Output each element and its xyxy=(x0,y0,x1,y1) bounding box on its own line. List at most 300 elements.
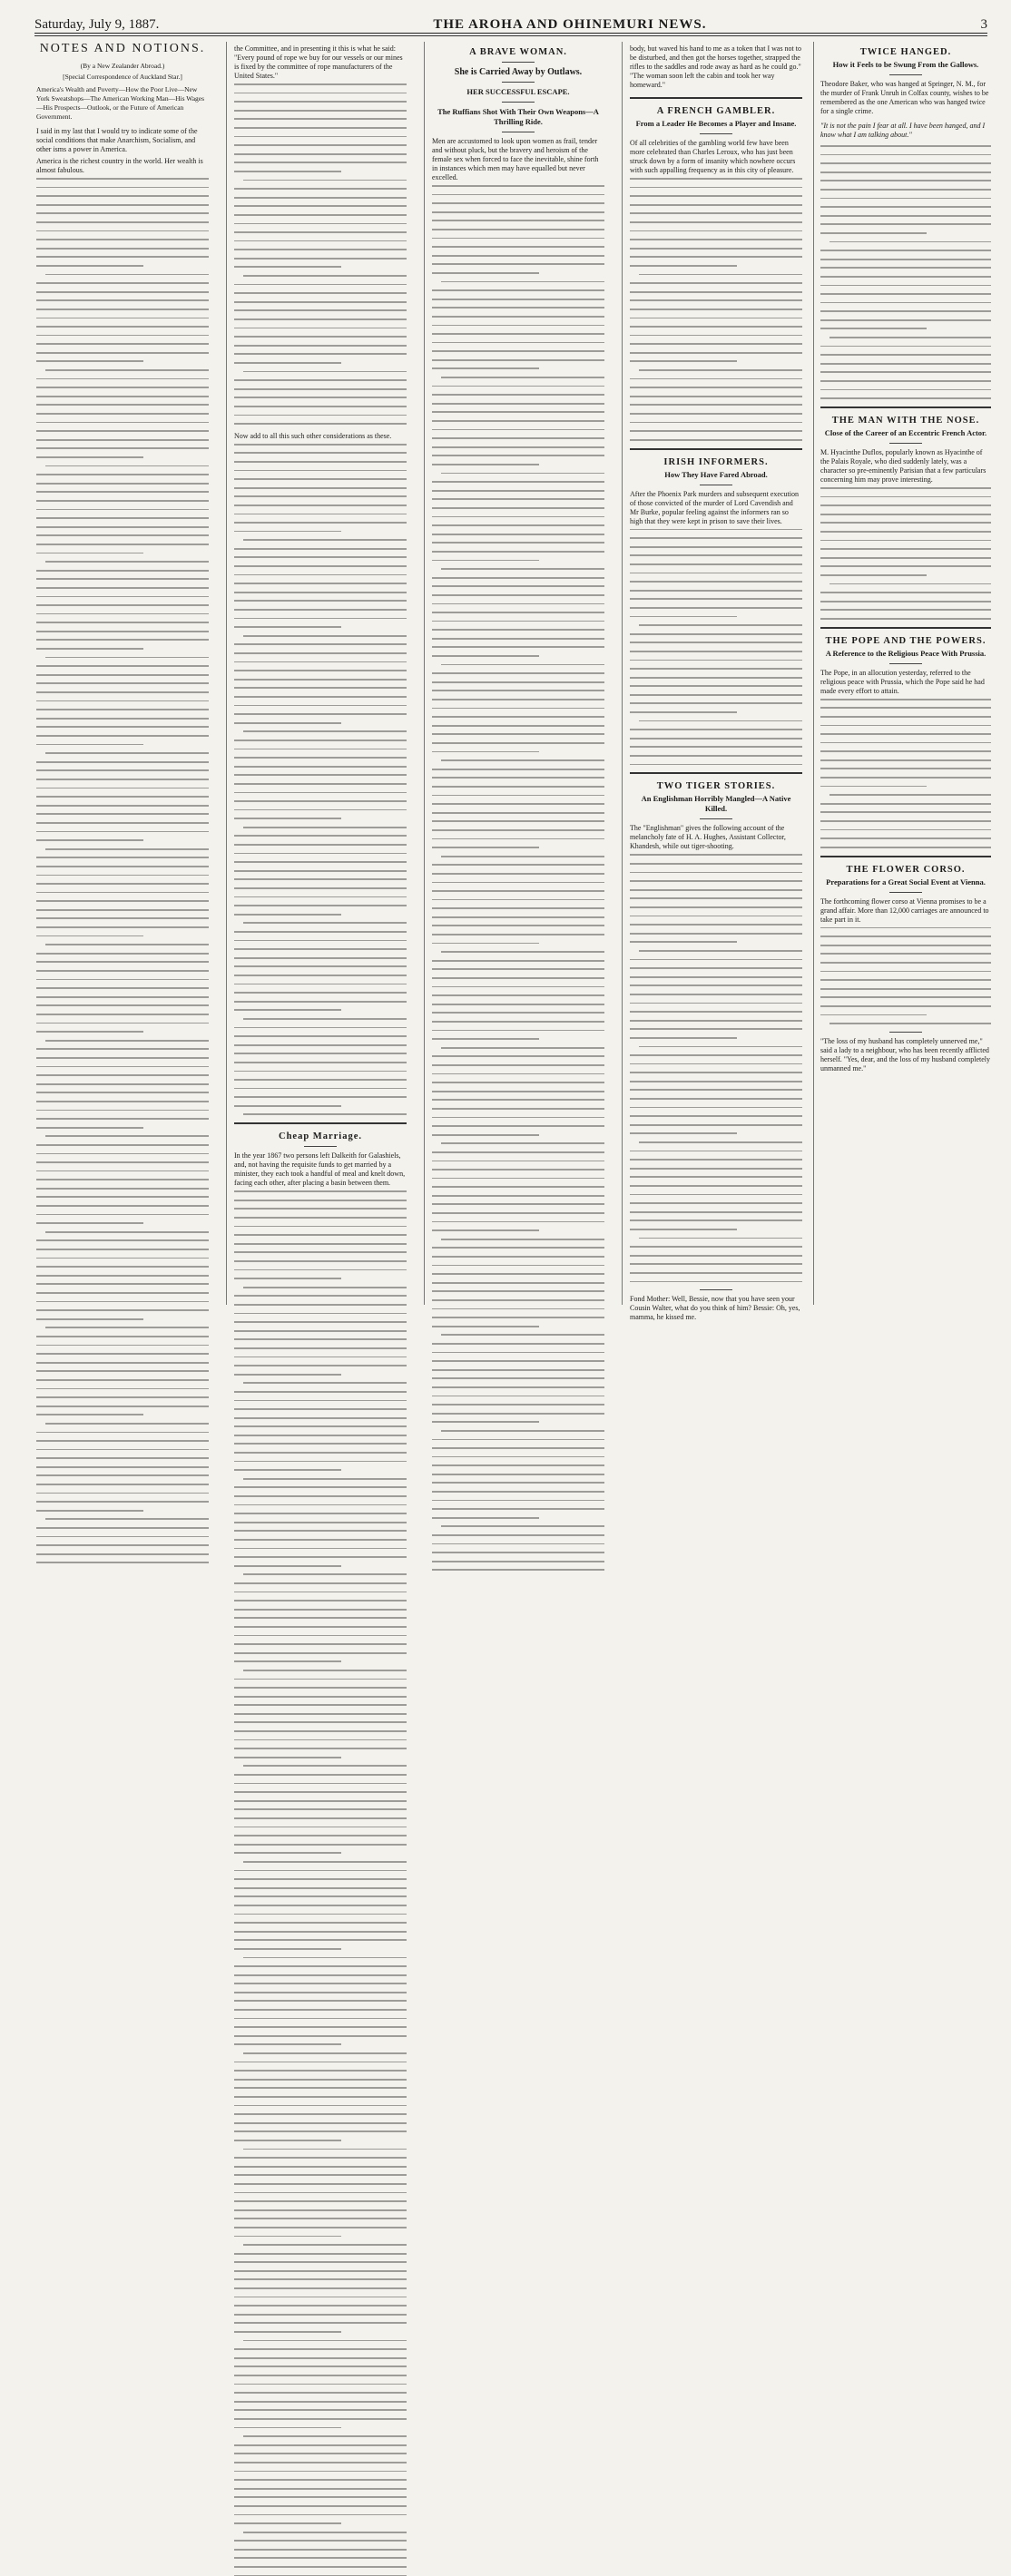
text-line xyxy=(234,2043,341,2045)
text-line xyxy=(820,389,991,391)
column-3 xyxy=(432,42,604,1305)
column-1 xyxy=(36,42,209,1305)
article-title-notes: NOTES AND NOTIONS. xyxy=(39,42,206,55)
body-text xyxy=(630,529,802,766)
text-line xyxy=(432,446,604,448)
text-line xyxy=(432,629,604,631)
text-line xyxy=(630,872,802,874)
text-line xyxy=(630,1081,802,1082)
text-line xyxy=(36,987,209,989)
text-line xyxy=(432,1273,604,1275)
text-line xyxy=(234,878,407,880)
text-line xyxy=(432,1265,604,1267)
text-line xyxy=(630,1003,802,1004)
text-line xyxy=(820,707,991,709)
text-line xyxy=(432,1396,604,1397)
article-lead: The "Englishman" gives the following account of the melancholy fate of H. A. Hughes, Assistant Collector, Khandesh, while out tiger-shooting. xyxy=(630,824,786,851)
text-line xyxy=(432,386,604,387)
text-line xyxy=(432,1021,604,1023)
text-line xyxy=(234,1652,407,1654)
text-line xyxy=(36,413,209,415)
text-line xyxy=(234,1783,407,1785)
text-line xyxy=(234,1027,407,1029)
text-line xyxy=(36,1440,209,1442)
text-line xyxy=(820,953,991,955)
text-line xyxy=(234,818,341,819)
article-lead: Of all celebrities of the gambling world few have been more celebrated than Charles Leroux, who has just been struck down by a form of insanity which nowhere occurs with such appalling frequency as in this city of pleasure. xyxy=(630,139,796,174)
article-title-cheap-marriage: Cheap Marriage. xyxy=(279,1131,362,1142)
text-line xyxy=(234,1313,407,1315)
text-line xyxy=(630,318,802,319)
section-rule xyxy=(234,1122,407,1124)
text-line xyxy=(234,2540,407,2542)
text-line xyxy=(234,1251,407,1253)
text-line xyxy=(639,369,802,371)
article-title-man-with-nose: THE MAN WITH THE NOSE. xyxy=(831,416,980,426)
text-line xyxy=(234,914,341,916)
text-line xyxy=(234,749,407,750)
text-line xyxy=(234,1243,407,1245)
text-line xyxy=(234,1200,407,1201)
text-line xyxy=(36,1457,209,1459)
text-line xyxy=(234,101,407,103)
text-line xyxy=(45,848,209,850)
text-line xyxy=(36,500,209,502)
text-line xyxy=(36,282,209,284)
text-line xyxy=(234,188,407,190)
text-line xyxy=(432,534,604,535)
text-line xyxy=(36,1379,209,1381)
text-line xyxy=(234,2113,407,2115)
text-line xyxy=(234,1443,407,1445)
article-subtitle: A Reference to the Religious Peace With Prussia. xyxy=(825,648,986,658)
text-line xyxy=(630,1211,802,1213)
text-line xyxy=(36,926,209,928)
text-line xyxy=(234,1321,407,1323)
article-lead: The forthcoming flower corso at Vienna promises to be a grand affair. More than 12,000 carriages are announced to take part in it. xyxy=(820,896,989,924)
text-line xyxy=(432,524,604,526)
text-line xyxy=(432,986,604,988)
text-line xyxy=(234,565,407,567)
text-line xyxy=(432,551,604,553)
text-line xyxy=(234,1592,407,1593)
text-line xyxy=(630,212,802,214)
text-line xyxy=(432,907,604,909)
text-line xyxy=(234,2496,407,2498)
text-line xyxy=(234,1417,407,1419)
text-line xyxy=(36,813,209,815)
text-line xyxy=(234,670,407,671)
text-line xyxy=(234,452,407,454)
text-line xyxy=(630,1246,802,1248)
text-line xyxy=(234,965,407,967)
text-line xyxy=(820,733,991,735)
text-line xyxy=(234,1948,341,1950)
text-line xyxy=(234,2035,407,2037)
text-line xyxy=(432,367,539,369)
text-line xyxy=(630,563,802,565)
text-line xyxy=(36,187,209,189)
article-title-twice-hanged: TWICE HANGED. xyxy=(859,47,952,57)
text-line xyxy=(243,827,407,828)
text-line xyxy=(234,583,407,584)
text-line xyxy=(432,890,604,892)
text-line xyxy=(820,162,991,164)
text-line xyxy=(820,531,991,533)
text-line xyxy=(820,811,991,813)
text-line xyxy=(432,437,604,439)
text-line xyxy=(36,1153,209,1155)
text-line xyxy=(36,682,209,684)
text-line xyxy=(234,522,407,524)
text-line xyxy=(441,377,604,378)
text-line xyxy=(639,720,802,722)
article-lead: Now add to all this such other considerations as these. xyxy=(234,431,392,440)
text-line xyxy=(234,2488,407,2490)
text-line xyxy=(234,197,407,199)
section-rule xyxy=(630,97,802,99)
text-line xyxy=(234,144,407,146)
article-summary: America's Wealth and Poverty—How the Poor Live—New York Sweatshops—The American Working Man—His Wages—His Prospects—Outlook, or the Future of American Government. xyxy=(36,85,205,121)
text-line xyxy=(820,496,991,498)
text-line xyxy=(820,189,991,191)
text-line xyxy=(234,1808,407,1810)
text-line xyxy=(441,664,604,666)
text-line xyxy=(432,577,604,579)
text-line xyxy=(36,439,209,441)
body-text xyxy=(820,927,991,1024)
rule xyxy=(502,62,535,63)
text-line xyxy=(829,1023,991,1024)
text-line xyxy=(432,1534,604,1536)
text-line xyxy=(820,759,991,761)
text-line xyxy=(36,796,209,798)
text-line xyxy=(36,1536,209,1538)
text-line xyxy=(36,230,209,232)
article-title-irish-informers: IRISH INFORMERS. xyxy=(663,456,769,467)
text-line xyxy=(234,1895,407,1897)
text-line xyxy=(432,490,604,492)
text-line xyxy=(36,1031,143,1033)
text-line xyxy=(820,829,991,831)
text-line xyxy=(639,274,802,276)
text-line xyxy=(630,1202,802,1204)
text-line xyxy=(234,1079,407,1081)
column-5 xyxy=(820,42,991,1305)
text-line xyxy=(234,504,407,506)
section-rule xyxy=(820,627,991,629)
text-line xyxy=(432,1552,604,1553)
article-lead: I said in my last that I would try to indicate some of the social conditions that make Anarchism, Socialism, and other isms a power in America. xyxy=(36,127,198,153)
text-line xyxy=(234,1679,407,1680)
text-line xyxy=(234,992,407,994)
text-line xyxy=(630,265,737,267)
text-line xyxy=(36,578,209,580)
text-line xyxy=(630,590,802,592)
text-line xyxy=(36,221,209,223)
text-line xyxy=(820,198,991,200)
text-line xyxy=(234,975,407,976)
text-line xyxy=(630,1072,802,1073)
text-line xyxy=(432,1282,604,1284)
column-2 xyxy=(234,42,407,1305)
text-line xyxy=(432,1117,604,1119)
text-line xyxy=(820,487,991,489)
text-line xyxy=(234,774,407,776)
text-line xyxy=(234,2522,341,2524)
text-line xyxy=(234,1582,407,1584)
text-line xyxy=(234,1208,407,1210)
text-line xyxy=(234,574,407,576)
text-line xyxy=(234,336,407,338)
text-line xyxy=(432,1569,604,1571)
text-line xyxy=(234,444,407,446)
text-line xyxy=(630,187,802,189)
text-line xyxy=(820,601,991,602)
text-line xyxy=(234,1914,407,1915)
text-line xyxy=(432,1195,604,1197)
text-line xyxy=(36,961,209,963)
text-line xyxy=(36,248,209,250)
text-line xyxy=(234,661,407,663)
text-line xyxy=(36,691,209,693)
text-line xyxy=(432,1377,604,1379)
text-line xyxy=(234,679,407,681)
text-line xyxy=(234,2018,407,2020)
text-line xyxy=(234,870,407,872)
text-line xyxy=(432,681,604,683)
text-line xyxy=(820,971,991,973)
text-line xyxy=(432,1012,604,1014)
text-line xyxy=(36,831,209,833)
text-line xyxy=(234,1617,407,1619)
text-line xyxy=(234,757,407,759)
column-divider xyxy=(813,42,814,1305)
text-line xyxy=(234,1234,407,1236)
text-line xyxy=(639,1141,802,1143)
text-line xyxy=(234,2479,407,2481)
text-line xyxy=(234,353,407,355)
text-line xyxy=(234,2183,407,2185)
text-line xyxy=(441,1142,604,1144)
text-line xyxy=(630,711,737,713)
text-line xyxy=(234,1088,407,1090)
article-anecdote: "The loss of my husband has completely unnerved me," said a lady to a neighbour, who has been recently afflicted herself. "Yes, dear, and the loss of my husband completely unmanned me." xyxy=(820,1036,990,1073)
text-line xyxy=(234,766,407,768)
text-line xyxy=(432,1317,604,1318)
text-line xyxy=(36,1275,209,1277)
text-line xyxy=(432,255,604,257)
article-lead: Men are accustomed to look upon women as frail, tender and without pluck, but the bravery and heroism of the female sex when forced to face the inevitable, shine forth in instances which men may have equalled but never excelled. xyxy=(432,137,599,181)
text-line xyxy=(432,1308,604,1310)
text-line xyxy=(432,1360,604,1362)
text-line xyxy=(36,299,209,301)
text-line xyxy=(630,529,802,531)
text-line xyxy=(234,2505,407,2507)
text-line xyxy=(36,726,209,728)
text-line xyxy=(36,474,209,475)
text-line xyxy=(234,896,407,898)
text-line xyxy=(36,892,209,894)
text-line xyxy=(630,309,802,310)
text-line xyxy=(234,1408,407,1410)
text-line xyxy=(630,1037,737,1039)
text-line xyxy=(234,1635,407,1637)
text-line xyxy=(243,1113,407,1115)
text-line xyxy=(234,2009,407,2011)
text-line xyxy=(36,291,209,293)
text-line xyxy=(432,238,604,240)
text-line xyxy=(432,1386,604,1388)
text-line xyxy=(432,1108,604,1110)
text-line xyxy=(820,302,991,304)
text-line xyxy=(36,430,209,432)
text-line xyxy=(432,916,604,918)
text-line xyxy=(630,396,802,397)
text-line xyxy=(630,933,802,935)
text-line xyxy=(234,2209,407,2211)
text-line xyxy=(234,2514,407,2516)
text-line xyxy=(820,232,927,234)
text-line xyxy=(36,1110,209,1112)
text-line xyxy=(630,239,802,240)
text-line xyxy=(820,285,991,287)
text-line xyxy=(36,1283,209,1285)
text-line xyxy=(432,603,604,605)
text-line xyxy=(820,1005,991,1007)
text-line xyxy=(432,769,604,770)
text-line xyxy=(36,1170,209,1172)
text-line xyxy=(234,556,407,558)
text-line xyxy=(36,1362,209,1364)
text-line xyxy=(630,360,737,362)
text-line xyxy=(630,967,802,969)
text-line xyxy=(36,622,209,623)
article-anecdote: Fond Mother: Well, Bessie, now that you have seen your Cousin Walter, what do you think of him? Bessie: Oh, yes, mamma, he kissed me. xyxy=(630,1295,800,1322)
text-line xyxy=(630,755,802,757)
text-line xyxy=(234,2087,407,2089)
text-line xyxy=(630,906,802,908)
article-subtitle: The Ruffians Shot With Their Own Weapons—A Thrilling Ride. xyxy=(437,107,599,126)
text-line xyxy=(36,1345,209,1347)
text-line xyxy=(432,672,604,674)
text-line xyxy=(234,2253,407,2255)
text-line xyxy=(630,299,802,301)
text-line xyxy=(234,2130,407,2132)
text-line xyxy=(432,202,604,204)
text-line xyxy=(36,1161,209,1163)
rule xyxy=(304,1146,337,1147)
text-line xyxy=(630,677,802,679)
text-line xyxy=(234,1774,407,1776)
text-line xyxy=(630,256,802,258)
text-line xyxy=(441,1430,604,1432)
text-line xyxy=(234,1730,407,1732)
text-line xyxy=(36,204,209,206)
text-line xyxy=(36,1266,209,1268)
text-line xyxy=(234,379,407,381)
text-line xyxy=(36,674,209,676)
text-line xyxy=(36,1092,209,1093)
text-line xyxy=(36,1249,209,1250)
text-line xyxy=(432,1186,604,1188)
text-line xyxy=(820,540,991,542)
text-line xyxy=(432,411,604,413)
text-line xyxy=(234,258,407,260)
text-line xyxy=(432,751,539,753)
text-line xyxy=(36,779,209,780)
text-line xyxy=(234,2471,407,2473)
text-line xyxy=(243,371,407,373)
text-line xyxy=(45,752,209,754)
text-line xyxy=(432,1413,604,1415)
text-line xyxy=(36,935,143,937)
text-line xyxy=(234,1096,407,1098)
text-line xyxy=(234,136,407,138)
text-line xyxy=(432,1030,604,1032)
text-line xyxy=(36,517,209,519)
text-line xyxy=(630,1151,802,1152)
article-subtitle: Preparations for a Great Social Event at Vienna. xyxy=(826,877,986,886)
page-rule xyxy=(34,35,987,36)
text-line xyxy=(234,2236,341,2238)
text-line xyxy=(820,618,991,620)
text-line xyxy=(36,1222,143,1224)
text-line xyxy=(820,979,991,981)
text-line xyxy=(36,900,209,902)
text-line xyxy=(432,638,604,640)
text-line xyxy=(36,326,209,328)
rule xyxy=(889,663,922,664)
text-line xyxy=(630,1054,802,1056)
text-line xyxy=(432,742,604,744)
text-line xyxy=(234,1053,407,1054)
text-line xyxy=(432,777,604,779)
text-line xyxy=(36,343,209,345)
text-line xyxy=(630,660,802,661)
text-line xyxy=(36,788,209,789)
text-line xyxy=(432,803,604,805)
text-line xyxy=(432,1543,604,1545)
text-line xyxy=(820,223,991,225)
text-line xyxy=(820,609,991,611)
text-line xyxy=(432,1474,604,1475)
text-line xyxy=(36,1127,143,1129)
text-line xyxy=(234,1739,407,1741)
text-line xyxy=(243,2149,407,2150)
text-line xyxy=(234,1486,407,1488)
text-line xyxy=(432,612,604,613)
text-line xyxy=(234,1626,407,1628)
text-line xyxy=(36,839,143,841)
text-line xyxy=(36,1179,209,1180)
text-line xyxy=(36,239,209,240)
text-line xyxy=(234,478,407,480)
text-line xyxy=(234,2462,407,2463)
text-line xyxy=(820,716,991,718)
text-line xyxy=(820,996,991,998)
text-line xyxy=(234,618,407,620)
text-line xyxy=(234,844,407,846)
page-number: 3 xyxy=(980,17,987,32)
text-line xyxy=(36,195,209,197)
text-line xyxy=(234,1001,407,1003)
text-line xyxy=(36,665,209,667)
text-line xyxy=(234,495,407,497)
text-line xyxy=(432,542,604,544)
text-line xyxy=(432,1099,604,1101)
text-line xyxy=(36,553,143,554)
